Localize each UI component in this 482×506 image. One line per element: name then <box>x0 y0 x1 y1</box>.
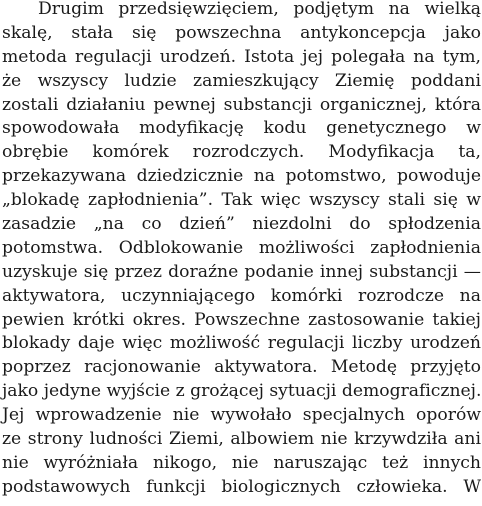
text-line: aktywatora, uczynniającego komórki rozrodcze na <box>2 285 481 306</box>
text-line: ze strony ludności Ziemi, albowiem nie krzywdziła ani <box>2 429 481 450</box>
text-line: potomstwa. Odblokowanie możliwości zapłodnienia <box>2 237 481 258</box>
text-line: spowodowała modyfikację kodu genetycznego w <box>2 118 481 139</box>
text-line: metoda regulacji urodzeń. Istota jej polegała na tym, <box>2 46 481 67</box>
text-line: Drugim przedsięwzięciem, podjętym na wielką <box>38 0 481 19</box>
text-line: „blokadę zapłodnienia”. Tak więc wszyscy stali się w <box>2 190 481 211</box>
text-line: zasadzie „na co dzień” niezdolni do spłodzenia <box>2 214 481 235</box>
text-line: obrębie komórek rozrodczych. Modyfikacja ta, <box>2 142 481 163</box>
text-line: pewien krótki okres. Powszechne zastosowanie takiej <box>2 309 481 330</box>
text-line: zostali działaniu pewnej substancji organicznej, która <box>2 94 481 115</box>
text-line: poprzez racjonowanie aktywatora. Metodę przyjęto <box>2 357 481 378</box>
text-line: Jej wprowadzenie nie wywołało specjalnych oporów <box>2 405 481 426</box>
text-line: przekazywana dziedzicznie na potomstwo, powoduje <box>2 166 481 187</box>
text-line: uzyskuje się przez doraźne podanie innej substancji — <box>2 261 481 282</box>
body-paragraph <box>2 0 481 500</box>
text-line: nie wyróżniała nikogo, nie naruszając też innych <box>2 452 481 473</box>
text-line: blokady daje więc możliwość regulacji liczby urodzeń <box>2 333 481 354</box>
text-line: że wszyscy ludzie zamieszkujący Ziemię poddani <box>2 70 481 91</box>
text-line: skalę, stała się powszechna antykoncepcja jako <box>2 22 481 43</box>
text-line: podstawowych funkcji biologicznych człowieka. W <box>2 476 481 497</box>
text-line: jako jedyne wyjście z grożącej sytuacji demograficznej. <box>2 381 482 402</box>
